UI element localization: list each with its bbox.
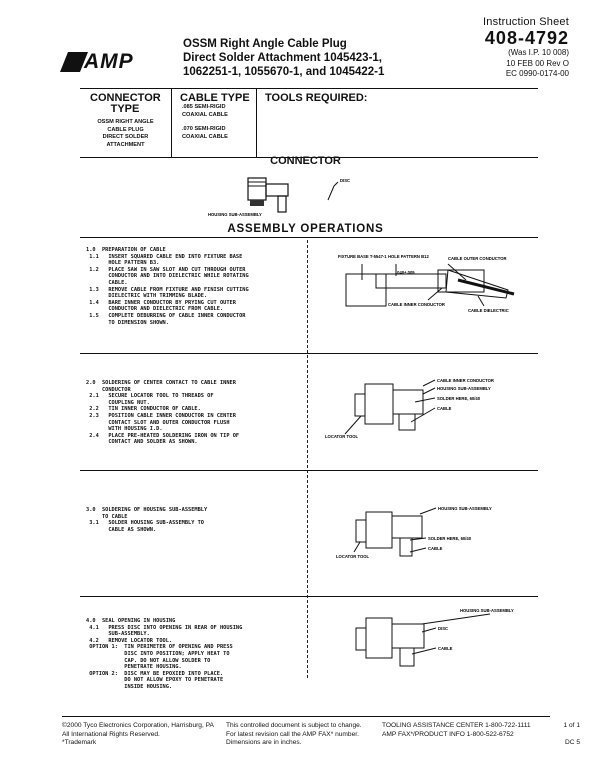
- housing-label: HOUSING SUB-ASSEMBLY: [438, 506, 492, 511]
- tools-required-title: TOOLS REQUIRED:: [265, 92, 368, 104]
- dielectric-label: CABLE DIELECTRIC: [468, 308, 509, 313]
- footer-line: All International Rights Reserved.: [62, 730, 160, 738]
- doc-code: DC 5: [564, 738, 580, 746]
- operation-3-text: 3.0 SOLDERING OF HOUSING SUB-ASSEMBLY TO CABLE 3.1 SOLDER HOUSING SUB-ASSEMBLY TO CABLE AS SHOWN.: [86, 507, 208, 533]
- title-line: 1062251-1, 1055670-1, and 1045422-1: [183, 66, 385, 78]
- solder-label: SOLDER HERE, 60/40: [437, 396, 481, 401]
- cable-type-line: [172, 119, 257, 126]
- operation-1-diagram: [318, 250, 538, 320]
- solder-label: SOLDER HERE, 60/40: [428, 536, 472, 541]
- assembly-operations-title: ASSEMBLY OPERATIONS: [227, 223, 384, 235]
- operation-divider: [80, 470, 538, 471]
- footer-divider: [62, 716, 550, 717]
- connector-section-title: CONNECTOR: [270, 155, 341, 167]
- inner-conductor-label: CABLE INNER CONDUCTOR: [388, 302, 445, 307]
- operation-divider: [80, 353, 538, 354]
- disc-label: DISC: [438, 626, 449, 631]
- cable-type-line: .085 SEMI-RIGID: [182, 104, 226, 110]
- sheet-meta-line: 10 FEB 00 Rev O: [506, 58, 569, 68]
- connector-type-line: CABLE PLUG: [107, 126, 144, 133]
- footer-notice: [226, 722, 376, 748]
- locator-tool-label: LOCATOR TOOL: [325, 434, 359, 439]
- instruction-sheet-label: Instruction Sheet: [483, 16, 569, 28]
- tools-required-cell: [256, 89, 538, 157]
- logo-text: AMP: [84, 50, 134, 73]
- footer-line: AMP FAX*/PRODUCT INFO 1-800-522-6752: [382, 730, 514, 738]
- connector-illustration: [200, 172, 380, 220]
- footer-line: TOOLING ASSISTANCE CENTER 1-800-722-1111: [382, 722, 531, 729]
- page-of: 1 of 1: [563, 722, 580, 729]
- disc-label: DISC: [340, 178, 351, 183]
- dimension-label: .040±.005: [396, 270, 415, 275]
- title-line: Direct Solder Attachment 1045423-1,: [183, 52, 382, 64]
- info-table: [80, 88, 538, 158]
- amp-logo: [58, 46, 168, 74]
- locator-tool-label: LOCATOR TOOL: [336, 554, 370, 559]
- connector-type-line: DIRECT SOLDER: [102, 134, 149, 140]
- operation-1-text: 1.0 PREPARATION OF CABLE 1.1 INSERT SQUARED CABLE END INTO FIXTURE BASE HOLE PATTERN B3. 1.2 PLACE SAW IN SAW SLOT AND CUT THROUGH OUTER CONDUCTOR AND INTO DIELECTRIC WHILE ROTATING CABLE. 1.3 REMOVE CABLE FROM FIXTURE AND FINISH CUTTING DIELECTRIC WITH TRIMMING BLADE. 1.4 BARE INNER CONDUCTOR BY PRYING CUT OUTER CONDUCTOR AND DIELECTRIC FROM CABLE. 1.5 COMPLETE DEBURRING OF CABLE INNER CONDUCTOR TO DIMENSION SHOWN.: [86, 247, 249, 326]
- cable-type-title: CABLE TYPE: [180, 92, 250, 104]
- page-number: [540, 722, 580, 747]
- cable-type-line: COAXIAL CABLE: [182, 133, 228, 140]
- footer-line: ©2000 Tyco Electronics Corporation, Harrisburg, PA: [62, 722, 214, 729]
- column-divider: [307, 240, 308, 678]
- housing-label: HOUSING SUB-ASSEMBLY: [208, 212, 262, 217]
- instruction-sheet-number: 408-4792: [484, 28, 569, 48]
- footer-line: *Trademark: [62, 739, 97, 747]
- operation-divider: [80, 596, 538, 597]
- connector-type-title: CONNECTOR TYPE: [90, 92, 161, 115]
- operation-2-diagram: [325, 372, 535, 442]
- title-line: OSSM Right Angle Cable Plug: [183, 38, 347, 50]
- footer-line: This controlled document is subject to change.: [226, 722, 362, 729]
- footer-contact: [382, 722, 532, 739]
- section-divider: [80, 237, 538, 238]
- footer-line: For latest revision call the AMP FAX* number.: [226, 730, 359, 738]
- hole-pattern-label: HOLE PATTERN B12: [388, 254, 429, 259]
- outer-conductor-label: CABLE OUTER CONDUCTOR: [448, 256, 507, 261]
- cable-label: CABLE: [438, 646, 453, 651]
- operation-3-diagram: [330, 498, 535, 570]
- cable-type-line: COAXIAL CABLE: [182, 111, 228, 118]
- inner-conductor-label: CABLE INNER CONDUCTOR: [437, 378, 494, 383]
- sheet-meta-line: EC 0990-0174-00: [505, 69, 569, 78]
- housing-label: HOUSING SUB-ASSEMBLY: [437, 386, 491, 391]
- fixture-label: FIXTURE BASE T-5547-1: [338, 254, 387, 259]
- operation-4-text: 4.0 SEAL OPENING IN HOUSING 4.1 PRESS DISC INTO OPENING IN REAR OF HOUSING SUB-ASSEMBLY. 4.2 REMOVE LOCATOR TOOL. OPTION 1: TIN PERIMETER OF OPENING AND PRESS DISC INTO POSITION; APPLY HEAT TO CAP. DO NOT ALLOW SOLDER TO PENETRATE HOUSING. OPTION 2: DISC MAY BE EPOXIED INTO PLACE. DO NOT ALLOW EPOXY TO PENETRATE INSIDE HOUSING.: [86, 618, 243, 690]
- cable-label: CABLE: [437, 406, 452, 411]
- operation-4-diagram: [330, 604, 535, 676]
- connector-type-line: OSSM RIGHT ANGLE: [97, 119, 154, 125]
- cable-label: CABLE: [428, 546, 443, 551]
- document-title: [183, 37, 433, 79]
- operation-2-text: 2.0 SOLDERING OF CENTER CONTACT TO CABLE INNER CONDUCTOR 2.1 SECURE LOCATOR TOOL TO THREADS OF COUPLING NUT. 2.2 TIN INNER CONDUCTOR OF CABLE. 2.3 POSITION CABLE INNER CONDUCTOR IN CENTER CONTACT SLOT AND OUTER CONDUCTOR FLUSH WITH HOUSING I.D. 2.4 PLACE PRE-HEATED SOLDERING IRON ON TIP OF CONTACT AND SOLDER AS SHOWN.: [86, 380, 240, 446]
- instruction-sheet-block: [483, 17, 569, 80]
- housing-label: HOUSING SUB-ASSEMBLY: [460, 608, 514, 613]
- connector-type-cell: [80, 89, 171, 157]
- cable-type-cell: [171, 89, 257, 157]
- connector-type-line: ATTACHMENT: [106, 141, 145, 148]
- sheet-meta-line: (Was I.P. 10 008): [508, 48, 569, 57]
- footer-line: Dimensions are in inches.: [226, 739, 302, 747]
- cable-type-line: .070 SEMI-RIGID: [182, 126, 226, 132]
- footer-copyright: [62, 722, 222, 748]
